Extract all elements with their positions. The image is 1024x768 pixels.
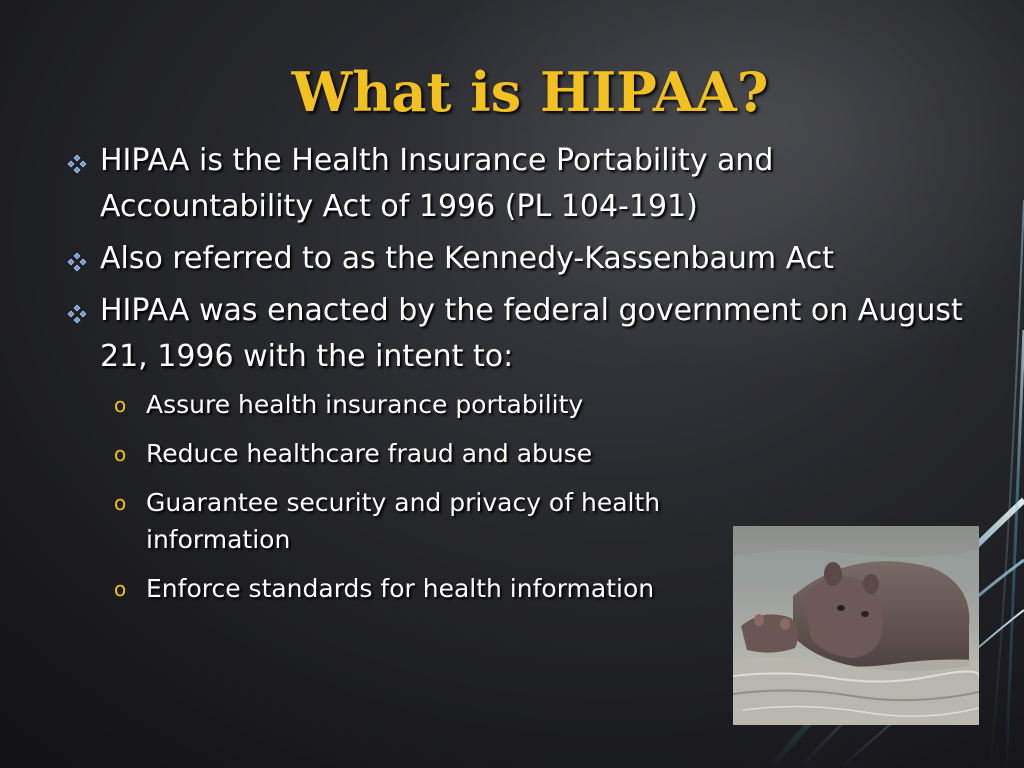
hippo-photo (733, 526, 979, 725)
sub-bullet-marker: o (114, 491, 127, 515)
bullet-text: HIPAA was enacted by the federal government on August 21, 1996 with the intent to: (100, 293, 963, 374)
diamond-bullet-icon (66, 153, 88, 175)
sub-bullet-text: Guarantee security and privacy of health information (146, 488, 661, 554)
diamond-bullet-icon (66, 251, 88, 273)
sub-bullet-item (66, 570, 666, 607)
sub-bullet-marker: o (114, 442, 127, 466)
hippo-image (733, 526, 979, 725)
slide-title: What is HIPAA? (291, 60, 769, 124)
bullet-text: Also referred to as the Kennedy-Kassenbaum Act (100, 241, 834, 276)
sub-bullet-item (66, 386, 986, 423)
sub-bullet-text: Assure health insurance portability (146, 390, 584, 419)
diamond-bullet-icon (66, 303, 88, 325)
bullet-item (66, 288, 986, 380)
sub-bullet-item (66, 484, 666, 558)
bullet-item (66, 138, 986, 230)
sub-bullet-item (66, 435, 986, 472)
bullet-text: HIPAA is the Health Insurance Portability and Accountability Act of 1996 (PL 104-191) (100, 143, 774, 224)
sub-bullet-marker: o (114, 393, 127, 417)
sub-bullet-marker: o (114, 577, 127, 601)
sub-bullet-text: Enforce standards for health information (146, 574, 655, 603)
bullet-item (66, 236, 986, 282)
sub-bullet-text: Reduce healthcare fraud and abuse (146, 439, 593, 468)
